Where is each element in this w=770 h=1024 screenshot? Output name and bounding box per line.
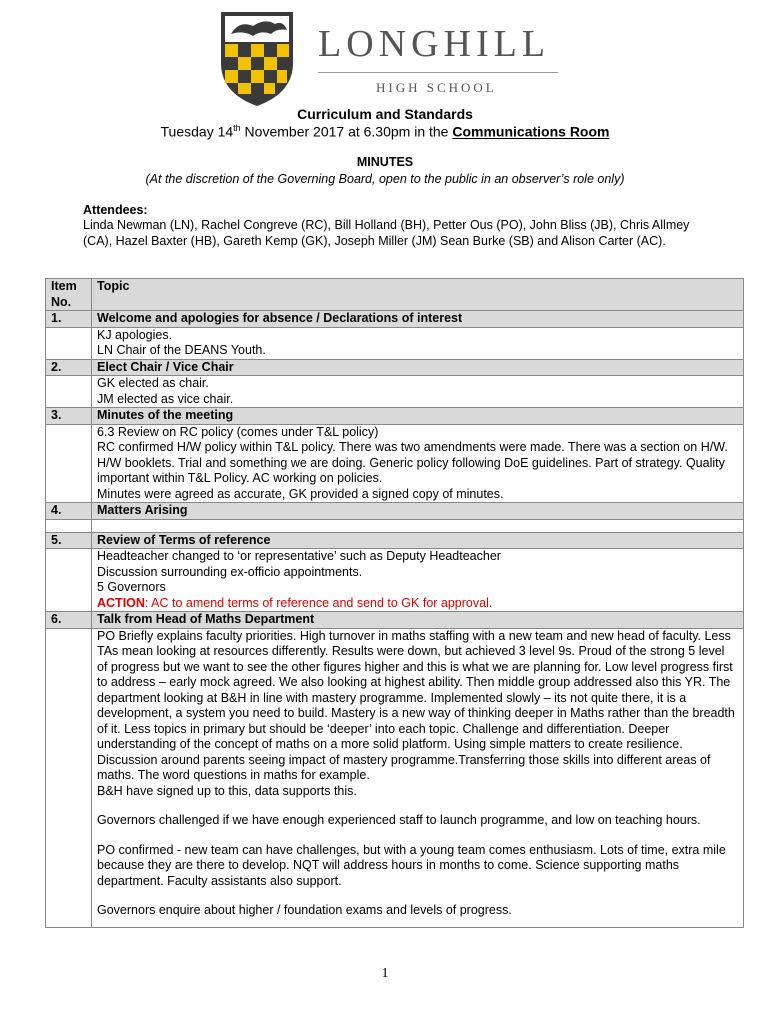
note-line: JM elected as vice chair. xyxy=(97,391,234,406)
item-number: 5. xyxy=(46,532,92,549)
item-notes xyxy=(92,376,744,408)
agenda-content-row xyxy=(46,327,744,359)
item-notes xyxy=(92,549,744,612)
item-topic: Welcome and apologies for absence / Declarations of interest xyxy=(92,311,744,328)
item-notes xyxy=(92,327,744,359)
item-topic: Matters Arising xyxy=(92,503,744,520)
header-item-no: Item No. xyxy=(46,279,92,311)
note-line: 6.3 Review on RC policy (comes under T&L policy) xyxy=(97,424,379,439)
page-number: 1 xyxy=(381,966,389,981)
item-number: 6. xyxy=(46,612,92,629)
public-note: (At the discretion of the Governing Board, open to the public in an observer’s role only) xyxy=(145,172,625,186)
item-number: 1. xyxy=(46,311,92,328)
note-line: Headteacher changed to ‘or representative’ such as Deputy Headteacher xyxy=(97,549,501,563)
agenda-topic-row xyxy=(46,311,744,328)
logo-divider xyxy=(318,72,558,73)
item-topic: Elect Chair / Vice Chair xyxy=(92,359,744,376)
item-topic: Review of Terms of reference xyxy=(92,532,744,549)
header-topic: Topic xyxy=(92,279,744,311)
meeting-date: Tuesday 14th November 2017 at 6.30pm in the Communications Room xyxy=(160,123,610,140)
agenda-topic-row xyxy=(46,359,744,376)
agenda-topic-row xyxy=(46,503,744,520)
agenda-content-row xyxy=(46,376,744,408)
note-line: GK elected as chair. xyxy=(97,376,209,390)
meeting-title: Curriculum and Standards xyxy=(297,106,473,122)
school-subtitle: HIGH SCHOOL xyxy=(376,80,497,95)
item-notes xyxy=(92,424,744,503)
agenda-topic-row xyxy=(46,532,744,549)
note-paragraph: PO confirmed - new team can have challenges, but with a young team comes enthusiasm. Lots of time, extra mile because they are there to develop. NQT will address hours in months to come. Science supporting maths department. Faculty assistants also support. xyxy=(97,842,726,888)
item-notes xyxy=(92,519,744,532)
attendees-list: Linda Newman (LN), Rachel Congreve (RC), Bill Holland (BH), Petter Ous (PO), John Bliss (JB), Chris Allmey (CA), Hazel Baxter (HB), Gareth Kemp (GK), Joseph Miller (JM) Sean Burke (SB) and Alison Carter (AC). xyxy=(83,218,690,248)
school-crest-logo xyxy=(217,8,297,108)
item-number: 4. xyxy=(46,503,92,520)
minutes-table xyxy=(45,278,744,928)
agenda-content-row xyxy=(46,549,744,612)
note-paragraph: Governors challenged if we have enough experienced staff to launch programme, and low on teaching hours. xyxy=(97,813,701,827)
note-line: Discussion surrounding ex-officio appointments. xyxy=(97,564,363,579)
item-number: 3. xyxy=(46,408,92,425)
note-paragraph: PO Briefly explains faculty priorities. High turnover in maths staffing with a new team and new head of faculty. Less TAs mean looking at resources differently. Results were down, but achieved 3 level 9s. Proud of the strong 5 level of progress but we want to see the other figures higher and this is what we are planning for. Low level progress first to address – early mock agreed. We also looking at highest ability. Then middle group addressed also this YR. The department looking at B&H in line with mastery programme. Implemented slowly – its not quite there, it is a development, a system you need to build. Mastery is a new way of thinking deeper in Maths rather than the breadth of it. Less topics in primary but should be ‘deeper’ into each topic. Challenge and differentiation. Deeper understanding of the concept of maths on a more solid platform. Using simple matters to create resilience. Discussion around parents seeing impact of mastery programme.Transferring those skills into different areas of maths. The word questions in maths for example. B&H have signed up to this, data supports this. xyxy=(97,628,735,798)
meeting-room: Communications Room xyxy=(452,123,610,140)
note-line: LN Chair of the DEANS Youth. xyxy=(97,343,266,357)
note-line: RC confirmed H/W policy within T&L policy. There was two amendments were made. There was a section on H/W. H/W booklets. Trial and something we are doing. Generic policy following DoE guidelines. Part of strategy. Quality important within T&L Policy. AC working on policies. xyxy=(97,440,728,485)
document-type: MINUTES xyxy=(356,155,414,169)
school-name: LONGHILL xyxy=(318,23,551,65)
note-line: Minutes were agreed as accurate, GK provided a signed copy of minutes. xyxy=(97,486,504,501)
agenda-content-row xyxy=(46,424,744,503)
note-line: 5 Governors xyxy=(97,580,166,594)
agenda-topic-row xyxy=(46,408,744,425)
note-paragraph: Governors enquire about higher / foundation exams and levels of progress. xyxy=(97,903,512,917)
item-topic: Minutes of the meeting xyxy=(92,408,744,425)
agenda-topic-row xyxy=(46,612,744,629)
agenda-content-row xyxy=(46,628,744,927)
action-text: : AC to amend terms of reference and send to GK for approval. xyxy=(144,595,493,610)
item-notes xyxy=(92,628,744,927)
action-label: ACTION xyxy=(97,595,145,610)
agenda-content-row xyxy=(46,519,744,532)
attendees-label: Attendees: xyxy=(83,203,148,217)
note-line: KJ apologies. xyxy=(97,327,173,342)
item-topic: Talk from Head of Maths Department xyxy=(92,612,744,629)
table-header-row xyxy=(46,279,744,311)
item-number: 2. xyxy=(46,359,92,376)
action-line xyxy=(97,596,738,612)
